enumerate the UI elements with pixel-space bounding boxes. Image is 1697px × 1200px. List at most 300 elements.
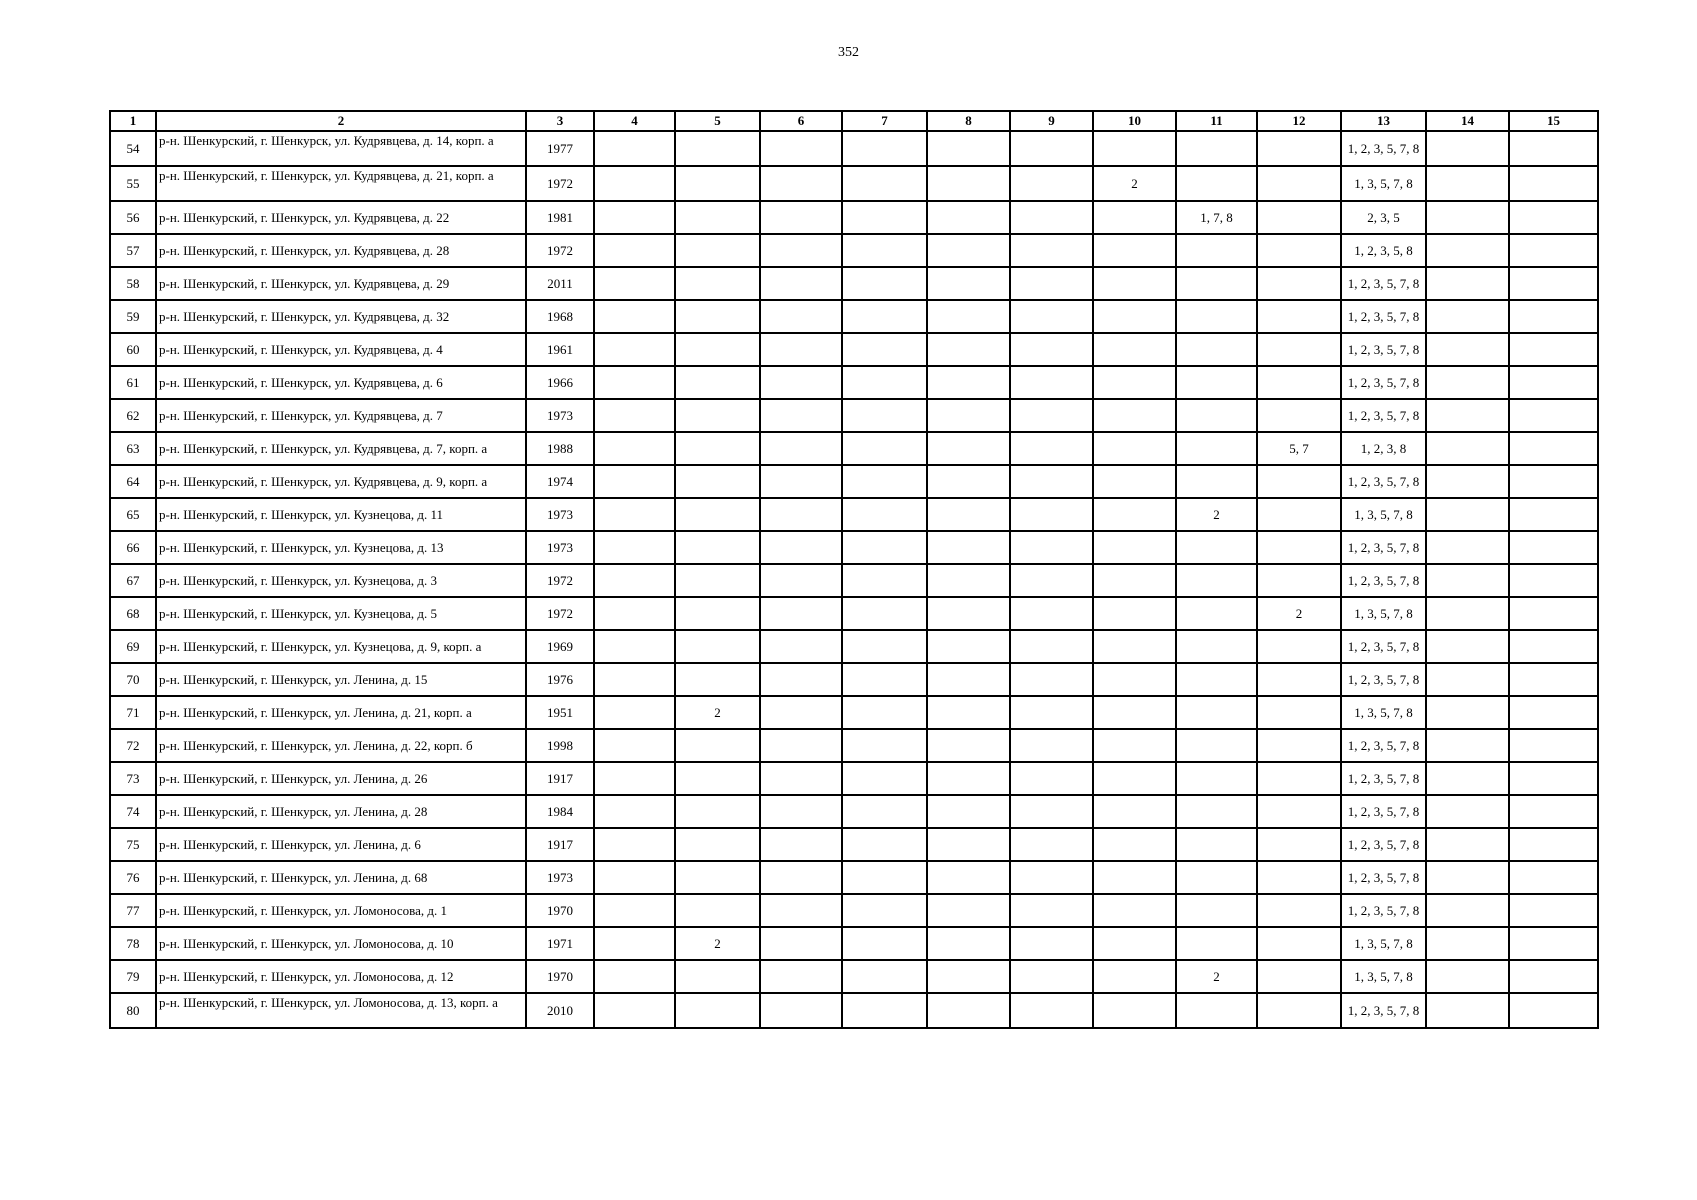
- cell-col-5: [675, 234, 760, 267]
- cell-col-6: [760, 366, 842, 399]
- cell-col-6: [760, 993, 842, 1028]
- cell-col-4: [594, 762, 675, 795]
- table-row: [110, 432, 1598, 465]
- row-number: 60: [110, 333, 156, 366]
- table-row: [110, 498, 1598, 531]
- cell-col-11: [1176, 531, 1257, 564]
- year-cell: 1981: [526, 201, 594, 234]
- cell-col-11: [1176, 729, 1257, 762]
- cell-col-9: [1010, 630, 1093, 663]
- year-cell: 1917: [526, 762, 594, 795]
- cell-col-6: [760, 597, 842, 630]
- row-number: 55: [110, 166, 156, 201]
- cell-col-11: [1176, 399, 1257, 432]
- cell-col-12: 2: [1257, 597, 1341, 630]
- cell-col-8: [927, 498, 1010, 531]
- cell-col-14: [1426, 663, 1509, 696]
- cell-col-11: [1176, 696, 1257, 729]
- cell-col-10: [1093, 267, 1176, 300]
- cell-col-12: [1257, 267, 1341, 300]
- cell-col-12: [1257, 399, 1341, 432]
- row-number: 67: [110, 564, 156, 597]
- column-header-14: 14: [1426, 111, 1509, 131]
- cell-col-13: 1, 2, 3, 5, 7, 8: [1341, 267, 1426, 300]
- cell-col-11: [1176, 366, 1257, 399]
- table-row: [110, 333, 1598, 366]
- row-number: 61: [110, 366, 156, 399]
- cell-col-11: [1176, 630, 1257, 663]
- cell-col-12: [1257, 333, 1341, 366]
- cell-col-12: 5, 7: [1257, 432, 1341, 465]
- cell-col-8: [927, 630, 1010, 663]
- cell-col-9: [1010, 465, 1093, 498]
- cell-col-9: [1010, 234, 1093, 267]
- row-number: 77: [110, 894, 156, 927]
- cell-col-14: [1426, 564, 1509, 597]
- column-header-7: 7: [842, 111, 927, 131]
- cell-col-9: [1010, 166, 1093, 201]
- cell-col-6: [760, 894, 842, 927]
- column-header-10: 10: [1093, 111, 1176, 131]
- cell-col-12: [1257, 729, 1341, 762]
- table-row: [110, 131, 1598, 166]
- address-cell: р-н. Шенкурский, г. Шенкурск, ул. Кудрявцева, д. 9, корп. а: [156, 465, 526, 498]
- cell-col-8: [927, 861, 1010, 894]
- cell-col-5: [675, 828, 760, 861]
- cell-col-11: [1176, 795, 1257, 828]
- cell-col-6: [760, 166, 842, 201]
- year-cell: 1971: [526, 927, 594, 960]
- cell-col-15: [1509, 234, 1598, 267]
- year-cell: 1988: [526, 432, 594, 465]
- row-number: 70: [110, 663, 156, 696]
- row-number: 57: [110, 234, 156, 267]
- row-number: 74: [110, 795, 156, 828]
- cell-col-14: [1426, 131, 1509, 166]
- table-row: [110, 828, 1598, 861]
- cell-col-6: [760, 663, 842, 696]
- cell-col-11: [1176, 333, 1257, 366]
- row-number: 76: [110, 861, 156, 894]
- cell-col-11: [1176, 131, 1257, 166]
- year-cell: 2010: [526, 993, 594, 1028]
- table-row: [110, 465, 1598, 498]
- cell-col-15: [1509, 131, 1598, 166]
- year-cell: 1961: [526, 333, 594, 366]
- cell-col-8: [927, 663, 1010, 696]
- cell-col-7: [842, 498, 927, 531]
- cell-col-13: 1, 2, 3, 5, 7, 8: [1341, 300, 1426, 333]
- cell-col-14: [1426, 861, 1509, 894]
- column-header-5: 5: [675, 111, 760, 131]
- cell-col-15: [1509, 166, 1598, 201]
- cell-col-6: [760, 234, 842, 267]
- cell-col-13: 2, 3, 5: [1341, 201, 1426, 234]
- cell-col-6: [760, 762, 842, 795]
- year-cell: 2011: [526, 267, 594, 300]
- cell-col-8: [927, 993, 1010, 1028]
- table-row: [110, 597, 1598, 630]
- cell-col-10: [1093, 597, 1176, 630]
- cell-col-7: [842, 828, 927, 861]
- cell-col-5: 2: [675, 696, 760, 729]
- cell-col-11: [1176, 234, 1257, 267]
- table-row: [110, 927, 1598, 960]
- cell-col-6: [760, 696, 842, 729]
- cell-col-11: [1176, 166, 1257, 201]
- cell-col-11: [1176, 894, 1257, 927]
- cell-col-7: [842, 399, 927, 432]
- cell-col-4: [594, 432, 675, 465]
- address-cell: р-н. Шенкурский, г. Шенкурск, ул. Кудрявцева, д. 22: [156, 201, 526, 234]
- cell-col-13: 1, 3, 5, 7, 8: [1341, 166, 1426, 201]
- cell-col-6: [760, 960, 842, 993]
- cell-col-6: [760, 630, 842, 663]
- cell-col-12: [1257, 696, 1341, 729]
- table-row: [110, 762, 1598, 795]
- cell-col-8: [927, 729, 1010, 762]
- cell-col-8: [927, 131, 1010, 166]
- column-header-9: 9: [1010, 111, 1093, 131]
- column-header-1: 1: [110, 111, 156, 131]
- cell-col-12: [1257, 564, 1341, 597]
- cell-col-4: [594, 597, 675, 630]
- cell-col-8: [927, 894, 1010, 927]
- cell-col-13: 1, 3, 5, 7, 8: [1341, 696, 1426, 729]
- cell-col-4: [594, 927, 675, 960]
- year-cell: 1972: [526, 234, 594, 267]
- year-cell: 1972: [526, 597, 594, 630]
- cell-col-9: [1010, 729, 1093, 762]
- cell-col-15: [1509, 465, 1598, 498]
- cell-col-15: [1509, 630, 1598, 663]
- cell-col-5: [675, 993, 760, 1028]
- cell-col-15: [1509, 201, 1598, 234]
- table-row: [110, 894, 1598, 927]
- cell-col-14: [1426, 894, 1509, 927]
- cell-col-8: [927, 696, 1010, 729]
- address-cell: р-н. Шенкурский, г. Шенкурск, ул. Кузнецова, д. 11: [156, 498, 526, 531]
- cell-col-11: [1176, 432, 1257, 465]
- cell-col-5: [675, 663, 760, 696]
- cell-col-11: [1176, 828, 1257, 861]
- cell-col-14: [1426, 300, 1509, 333]
- column-header-11: 11: [1176, 111, 1257, 131]
- cell-col-12: [1257, 498, 1341, 531]
- cell-col-9: [1010, 498, 1093, 531]
- table-row: [110, 234, 1598, 267]
- cell-col-4: [594, 131, 675, 166]
- cell-col-9: [1010, 894, 1093, 927]
- cell-col-14: [1426, 597, 1509, 630]
- cell-col-12: [1257, 234, 1341, 267]
- cell-col-4: [594, 993, 675, 1028]
- cell-col-10: [1093, 564, 1176, 597]
- cell-col-9: [1010, 762, 1093, 795]
- row-number: 72: [110, 729, 156, 762]
- cell-col-13: 1, 2, 3, 5, 7, 8: [1341, 795, 1426, 828]
- row-number: 56: [110, 201, 156, 234]
- cell-col-6: [760, 333, 842, 366]
- cell-col-7: [842, 366, 927, 399]
- cell-col-13: 1, 2, 3, 5, 7, 8: [1341, 333, 1426, 366]
- cell-col-4: [594, 498, 675, 531]
- year-cell: 1970: [526, 894, 594, 927]
- cell-col-4: [594, 630, 675, 663]
- cell-col-9: [1010, 927, 1093, 960]
- cell-col-10: [1093, 399, 1176, 432]
- cell-col-7: [842, 960, 927, 993]
- cell-col-5: [675, 894, 760, 927]
- cell-col-12: [1257, 861, 1341, 894]
- row-number: 64: [110, 465, 156, 498]
- row-number: 63: [110, 432, 156, 465]
- cell-col-8: [927, 166, 1010, 201]
- cell-col-4: [594, 300, 675, 333]
- cell-col-10: [1093, 696, 1176, 729]
- cell-col-12: [1257, 960, 1341, 993]
- cell-col-7: [842, 597, 927, 630]
- cell-col-7: [842, 564, 927, 597]
- cell-col-12: [1257, 663, 1341, 696]
- year-cell: 1998: [526, 729, 594, 762]
- cell-col-4: [594, 333, 675, 366]
- table-row: [110, 960, 1598, 993]
- cell-col-5: [675, 597, 760, 630]
- cell-col-4: [594, 465, 675, 498]
- address-cell: р-н. Шенкурский, г. Шенкурск, ул. Ленина, д. 22, корп. б: [156, 729, 526, 762]
- address-cell: р-н. Шенкурский, г. Шенкурск, ул. Кудрявцева, д. 7: [156, 399, 526, 432]
- cell-col-15: [1509, 729, 1598, 762]
- cell-col-8: [927, 399, 1010, 432]
- cell-col-13: 1, 2, 3, 5, 7, 8: [1341, 993, 1426, 1028]
- cell-col-4: [594, 531, 675, 564]
- row-number: 78: [110, 927, 156, 960]
- address-cell: р-н. Шенкурский, г. Шенкурск, ул. Кузнецова, д. 5: [156, 597, 526, 630]
- table-row: [110, 696, 1598, 729]
- address-cell: р-н. Шенкурский, г. Шенкурск, ул. Кузнецова, д. 9, корп. а: [156, 630, 526, 663]
- address-cell: р-н. Шенкурский, г. Шенкурск, ул. Ленина, д. 15: [156, 663, 526, 696]
- cell-col-15: [1509, 333, 1598, 366]
- cell-col-12: [1257, 531, 1341, 564]
- cell-col-7: [842, 201, 927, 234]
- cell-col-12: [1257, 465, 1341, 498]
- cell-col-8: [927, 762, 1010, 795]
- cell-col-5: [675, 531, 760, 564]
- cell-col-5: [675, 498, 760, 531]
- cell-col-12: [1257, 828, 1341, 861]
- cell-col-6: [760, 465, 842, 498]
- cell-col-14: [1426, 267, 1509, 300]
- cell-col-5: [675, 960, 760, 993]
- cell-col-7: [842, 762, 927, 795]
- cell-col-15: [1509, 927, 1598, 960]
- cell-col-10: [1093, 729, 1176, 762]
- row-number: 66: [110, 531, 156, 564]
- cell-col-15: [1509, 564, 1598, 597]
- address-cell: р-н. Шенкурский, г. Шенкурск, ул. Кудрявцева, д. 6: [156, 366, 526, 399]
- cell-col-12: [1257, 201, 1341, 234]
- row-number: 65: [110, 498, 156, 531]
- cell-col-14: [1426, 531, 1509, 564]
- year-cell: 1966: [526, 366, 594, 399]
- cell-col-7: [842, 166, 927, 201]
- cell-col-10: [1093, 894, 1176, 927]
- address-cell: р-н. Шенкурский, г. Шенкурск, ул. Ломоносова, д. 10: [156, 927, 526, 960]
- cell-col-5: [675, 333, 760, 366]
- cell-col-8: [927, 828, 1010, 861]
- cell-col-15: [1509, 399, 1598, 432]
- address-cell: р-н. Шенкурский, г. Шенкурск, ул. Кузнецова, д. 3: [156, 564, 526, 597]
- table-row: [110, 630, 1598, 663]
- cell-col-5: [675, 861, 760, 894]
- cell-col-4: [594, 795, 675, 828]
- cell-col-13: 1, 2, 3, 5, 7, 8: [1341, 729, 1426, 762]
- cell-col-11: [1176, 465, 1257, 498]
- cell-col-15: [1509, 960, 1598, 993]
- table-row: [110, 366, 1598, 399]
- cell-col-10: [1093, 131, 1176, 166]
- cell-col-14: [1426, 927, 1509, 960]
- cell-col-10: [1093, 531, 1176, 564]
- address-cell: р-н. Шенкурский, г. Шенкурск, ул. Ломоносова, д. 13, корп. а: [156, 993, 526, 1028]
- cell-col-6: [760, 531, 842, 564]
- cell-col-5: [675, 432, 760, 465]
- cell-col-15: [1509, 795, 1598, 828]
- cell-col-5: 2: [675, 927, 760, 960]
- cell-col-13: 1, 3, 5, 7, 8: [1341, 927, 1426, 960]
- cell-col-9: [1010, 960, 1093, 993]
- cell-col-7: [842, 531, 927, 564]
- table-row: [110, 861, 1598, 894]
- cell-col-14: [1426, 993, 1509, 1028]
- cell-col-5: [675, 267, 760, 300]
- year-cell: 1969: [526, 630, 594, 663]
- cell-col-13: 1, 2, 3, 8: [1341, 432, 1426, 465]
- cell-col-11: [1176, 564, 1257, 597]
- cell-col-5: [675, 465, 760, 498]
- cell-col-13: 1, 2, 3, 5, 7, 8: [1341, 861, 1426, 894]
- cell-col-5: [675, 166, 760, 201]
- header-row: [110, 111, 1598, 131]
- cell-col-12: [1257, 993, 1341, 1028]
- cell-col-8: [927, 234, 1010, 267]
- table-row: [110, 531, 1598, 564]
- cell-col-8: [927, 201, 1010, 234]
- cell-col-6: [760, 729, 842, 762]
- column-header-3: 3: [526, 111, 594, 131]
- year-cell: 1974: [526, 465, 594, 498]
- cell-col-14: [1426, 399, 1509, 432]
- address-cell: р-н. Шенкурский, г. Шенкурск, ул. Кузнецова, д. 13: [156, 531, 526, 564]
- cell-col-7: [842, 465, 927, 498]
- cell-col-11: 2: [1176, 498, 1257, 531]
- cell-col-5: [675, 300, 760, 333]
- cell-col-14: [1426, 729, 1509, 762]
- year-cell: 1973: [526, 399, 594, 432]
- cell-col-10: [1093, 927, 1176, 960]
- cell-col-7: [842, 432, 927, 465]
- cell-col-8: [927, 300, 1010, 333]
- cell-col-7: [842, 993, 927, 1028]
- cell-col-13: 1, 2, 3, 5, 7, 8: [1341, 531, 1426, 564]
- cell-col-5: [675, 131, 760, 166]
- cell-col-15: [1509, 432, 1598, 465]
- table-row: [110, 267, 1598, 300]
- cell-col-11: [1176, 663, 1257, 696]
- cell-col-7: [842, 729, 927, 762]
- address-cell: р-н. Шенкурский, г. Шенкурск, ул. Ленина, д. 68: [156, 861, 526, 894]
- cell-col-14: [1426, 465, 1509, 498]
- cell-col-11: [1176, 927, 1257, 960]
- cell-col-4: [594, 399, 675, 432]
- cell-col-14: [1426, 696, 1509, 729]
- housing-register-table: [109, 110, 1599, 1029]
- address-cell: р-н. Шенкурский, г. Шенкурск, ул. Кудрявцева, д. 29: [156, 267, 526, 300]
- cell-col-5: [675, 201, 760, 234]
- year-cell: 1970: [526, 960, 594, 993]
- cell-col-10: [1093, 465, 1176, 498]
- cell-col-4: [594, 828, 675, 861]
- cell-col-9: [1010, 564, 1093, 597]
- cell-col-11: 1, 7, 8: [1176, 201, 1257, 234]
- column-header-12: 12: [1257, 111, 1341, 131]
- cell-col-4: [594, 696, 675, 729]
- cell-col-8: [927, 564, 1010, 597]
- cell-col-13: 1, 2, 3, 5, 7, 8: [1341, 762, 1426, 795]
- table-row: [110, 201, 1598, 234]
- cell-col-13: 1, 2, 3, 5, 7, 8: [1341, 828, 1426, 861]
- cell-col-4: [594, 861, 675, 894]
- address-cell: р-н. Шенкурский, г. Шенкурск, ул. Кудрявцева, д. 21, корп. а: [156, 166, 526, 201]
- year-cell: 1972: [526, 564, 594, 597]
- table-row: [110, 663, 1598, 696]
- address-cell: р-н. Шенкурский, г. Шенкурск, ул. Ломоносова, д. 12: [156, 960, 526, 993]
- cell-col-9: [1010, 131, 1093, 166]
- year-cell: 1976: [526, 663, 594, 696]
- address-cell: р-н. Шенкурский, г. Шенкурск, ул. Кудрявцева, д. 32: [156, 300, 526, 333]
- cell-col-8: [927, 597, 1010, 630]
- cell-col-8: [927, 333, 1010, 366]
- cell-col-11: [1176, 861, 1257, 894]
- row-number: 80: [110, 993, 156, 1028]
- cell-col-15: [1509, 300, 1598, 333]
- cell-col-4: [594, 267, 675, 300]
- cell-col-5: [675, 366, 760, 399]
- cell-col-4: [594, 564, 675, 597]
- cell-col-6: [760, 267, 842, 300]
- cell-col-6: [760, 399, 842, 432]
- cell-col-14: [1426, 432, 1509, 465]
- cell-col-10: [1093, 630, 1176, 663]
- cell-col-10: [1093, 333, 1176, 366]
- cell-col-15: [1509, 993, 1598, 1028]
- row-number: 69: [110, 630, 156, 663]
- cell-col-13: 1, 2, 3, 5, 7, 8: [1341, 663, 1426, 696]
- cell-col-6: [760, 300, 842, 333]
- year-cell: 1972: [526, 166, 594, 201]
- cell-col-8: [927, 432, 1010, 465]
- table-row: [110, 166, 1598, 201]
- cell-col-10: [1093, 366, 1176, 399]
- cell-col-6: [760, 564, 842, 597]
- cell-col-14: [1426, 366, 1509, 399]
- row-number: 62: [110, 399, 156, 432]
- cell-col-15: [1509, 696, 1598, 729]
- cell-col-7: [842, 894, 927, 927]
- cell-col-12: [1257, 927, 1341, 960]
- cell-col-9: [1010, 828, 1093, 861]
